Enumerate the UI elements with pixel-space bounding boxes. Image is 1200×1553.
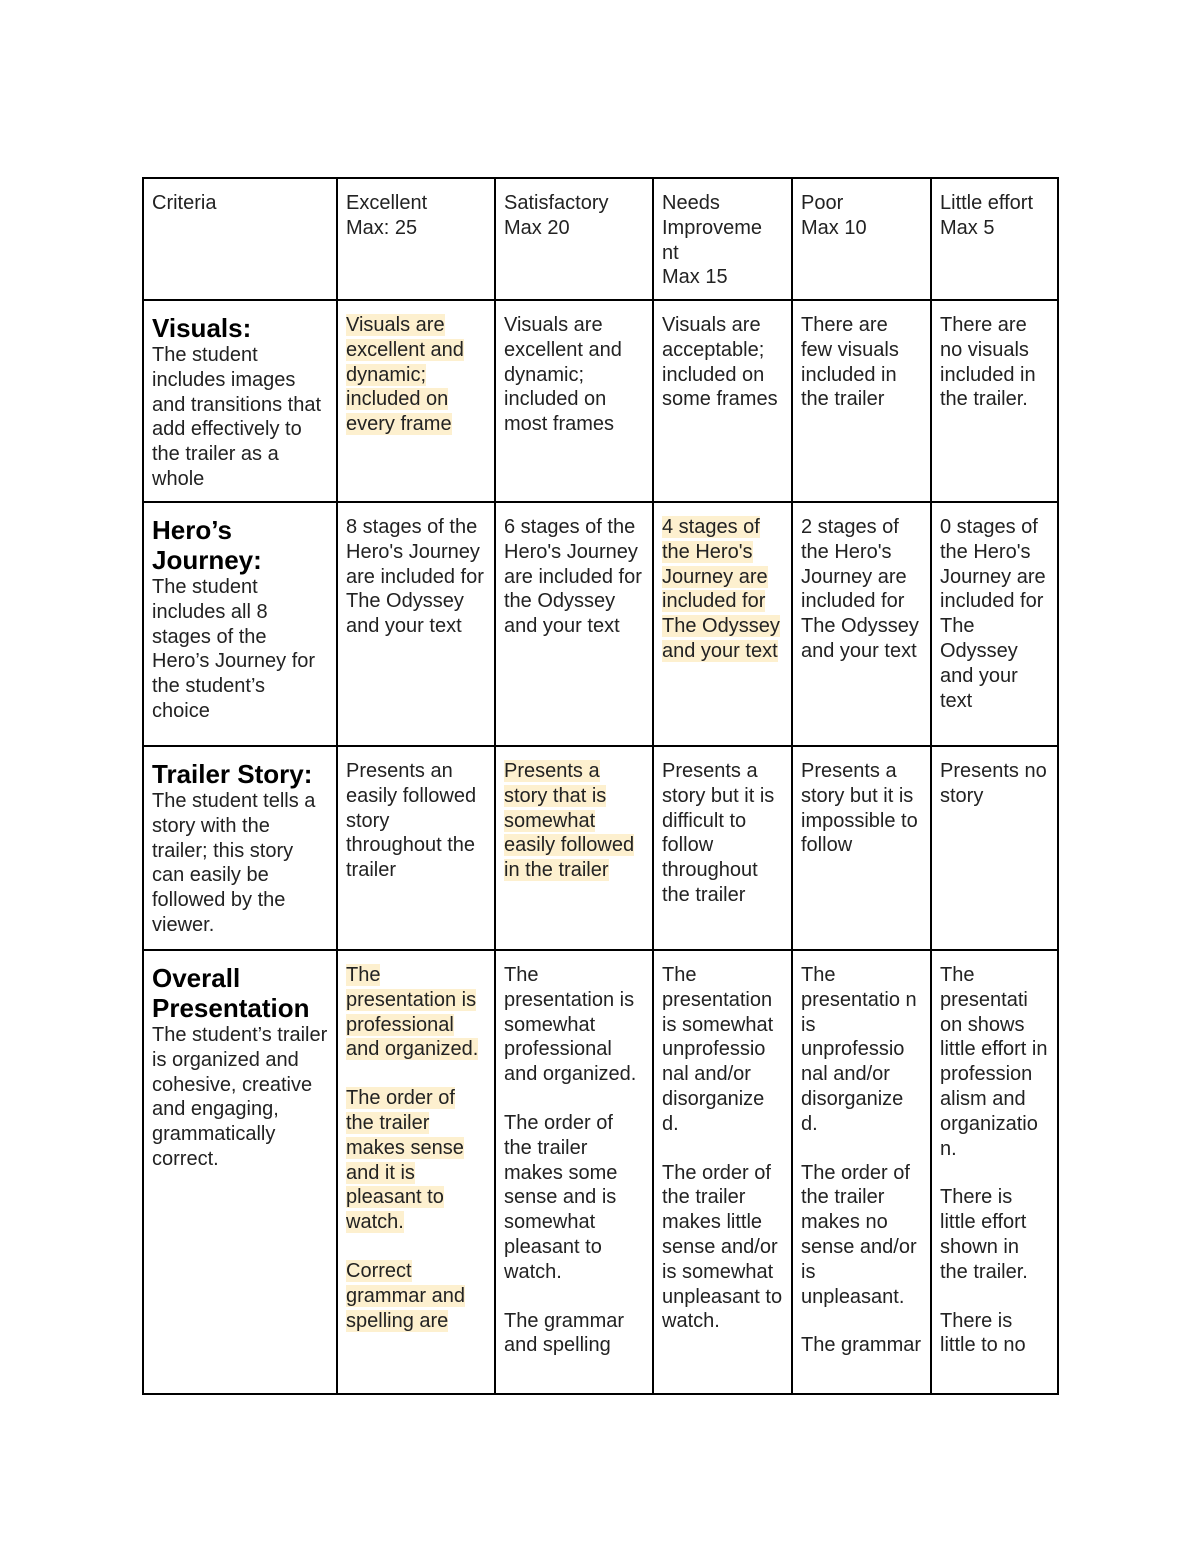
- cell-overall-little: [931, 950, 1058, 1394]
- header-needs-max: Max 15: [662, 266, 728, 289]
- cell-text: There are no visuals included in the trailer.: [940, 314, 1036, 411]
- criteria-overall-presentation: [143, 950, 337, 1394]
- cell-paragraph: The order of the trailer makes little sense and/or is somewhat unpleasant to watch.: [662, 1161, 783, 1333]
- highlighted-text: 4 stages of the Hero's Journey are included for The Odyssey and your text: [662, 516, 780, 662]
- header-excellent-max: Max: 25: [346, 216, 418, 239]
- cell-paragraph: [346, 963, 486, 1062]
- highlighted-text: Visuals are excellent and dynamic; included on every frame: [346, 314, 464, 436]
- cell-text: There are few visuals included in the trailer: [801, 314, 899, 411]
- cell-paragraph: The presentation is somewhat professional and organized.: [504, 964, 637, 1086]
- highlighted-text: Presents a story that is somewhat easily followed in the trailer: [504, 760, 635, 882]
- cell-overall-needs: [653, 950, 792, 1394]
- cell-text: Visuals are acceptable; included on some frames: [662, 314, 778, 411]
- highlighted-text: The presentation is professional and organized.: [346, 964, 479, 1061]
- row-heros-journey: [143, 502, 1058, 746]
- header-poor-name: Poor: [801, 192, 844, 214]
- rubric-table: [142, 177, 1059, 1395]
- cell-text: 2 stages of the Hero's Journey are included for The Odyssey and your text: [801, 516, 919, 662]
- criteria-title: Visuals:: [152, 313, 252, 343]
- criteria-description: The student tells a story with the trailer; this story can easily be followed by the viewer.: [152, 790, 316, 936]
- cell-hero-needs: [653, 502, 792, 746]
- header-excellent: [337, 178, 495, 300]
- cell-text: 6 stages of the Hero's Journey are included for the Odyssey and your text: [504, 516, 642, 638]
- cell-visuals-satisfactory: [495, 300, 653, 502]
- cell-story-poor: [792, 746, 931, 950]
- highlighted-text: The order of the trailer makes sense and it is pleasant to watch.: [346, 1087, 464, 1234]
- criteria-title: Trailer Story:: [152, 759, 313, 789]
- cell-visuals-poor: [792, 300, 931, 502]
- header-satisfactory-max: Max 20: [504, 216, 570, 239]
- criteria-title: Overall Presentation: [152, 963, 310, 1023]
- criteria-heros-journey: [143, 502, 337, 746]
- cell-visuals-needs: [653, 300, 792, 502]
- cell-text: Presents no story: [940, 760, 1047, 807]
- header-needs-name: Needs Improveme nt: [662, 192, 763, 264]
- cell-hero-satisfactory: [495, 502, 653, 746]
- header-little-max: Max 5: [940, 216, 995, 239]
- cell-hero-excellent: [337, 502, 495, 746]
- criteria-visuals: [143, 300, 337, 502]
- cell-paragraph: [346, 1259, 486, 1333]
- criteria-description: The student includes all 8 stages of the Hero’s Journey for the student’s choice: [152, 576, 316, 722]
- cell-text: Presents a story but it is impossible to follow: [801, 760, 918, 857]
- cell-overall-excellent: [337, 950, 495, 1394]
- cell-paragraph: The presentation is somewhat unprofessio nal and/or disorganize d.: [662, 964, 774, 1135]
- cell-text: Visuals are excellent and dynamic; included on most frames: [504, 314, 622, 436]
- cell-visuals-excellent: [337, 300, 495, 502]
- header-poor: [792, 178, 931, 300]
- cell-text: Presents a story but it is difficult to follow throughout the trailer: [662, 760, 775, 906]
- cell-text: Presents an easily followed story throughout the trailer: [346, 760, 477, 882]
- cell-story-satisfactory: [495, 746, 653, 950]
- header-poor-max: Max 10: [801, 216, 867, 239]
- cell-paragraph: The presentatio n is unprofessio nal and/or disorganize d.: [801, 964, 917, 1135]
- header-criteria-label: Criteria: [152, 192, 217, 214]
- criteria-title: Hero’s Journey:: [152, 515, 262, 575]
- cell-visuals-little: [931, 300, 1058, 502]
- criteria-description: The student includes images and transitions that add effectively to the trailer as a whole: [152, 344, 321, 490]
- header-needs-improvement: [653, 178, 792, 300]
- cell-overall-poor: [792, 950, 931, 1394]
- criteria-trailer-story: [143, 746, 337, 950]
- cell-paragraph: There is little effort shown in the trailer.: [940, 1186, 1028, 1283]
- cell-story-needs: [653, 746, 792, 950]
- cell-text: 0 stages of the Hero's Journey are included for The Odyssey and your text: [940, 516, 1046, 712]
- header-row: [143, 178, 1058, 300]
- row-trailer-story: [143, 746, 1058, 950]
- header-satisfactory-name: Satisfactory: [504, 192, 609, 214]
- cell-text: 8 stages of the Hero's Journey are included for The Odyssey and your text: [346, 516, 484, 638]
- cell-paragraph: There is little to no: [940, 1309, 1026, 1357]
- criteria-description: The student’s trailer is organized and cohesive, creative and engaging, grammatically correct.: [152, 1024, 328, 1170]
- cell-overall-satisfactory: [495, 950, 653, 1394]
- header-little-effort: [931, 178, 1058, 300]
- header-little-name: Little effort: [940, 192, 1034, 214]
- header-satisfactory: [495, 178, 653, 300]
- row-overall-presentation: [143, 950, 1058, 1394]
- header-criteria: [143, 178, 337, 300]
- header-excellent-name: Excellent: [346, 192, 428, 214]
- highlighted-text: Correct grammar and spelling are: [346, 1259, 465, 1332]
- cell-paragraph: The order of the trailer makes some sense and is somewhat pleasant to watch.: [504, 1111, 618, 1283]
- cell-story-excellent: [337, 746, 495, 950]
- cell-story-little: [931, 746, 1058, 950]
- row-visuals: [143, 300, 1058, 502]
- cell-paragraph: The grammar: [801, 1334, 922, 1357]
- cell-paragraph: The order of the trailer makes no sense and/or is unpleasant.: [801, 1161, 917, 1308]
- cell-paragraph: The presentati on shows little effort in profession alism and organizatio n.: [940, 964, 1048, 1160]
- cell-paragraph: The grammar and spelling: [504, 1309, 625, 1357]
- cell-paragraph: [346, 1086, 486, 1235]
- cell-hero-poor: [792, 502, 931, 746]
- cell-hero-little: [931, 502, 1058, 746]
